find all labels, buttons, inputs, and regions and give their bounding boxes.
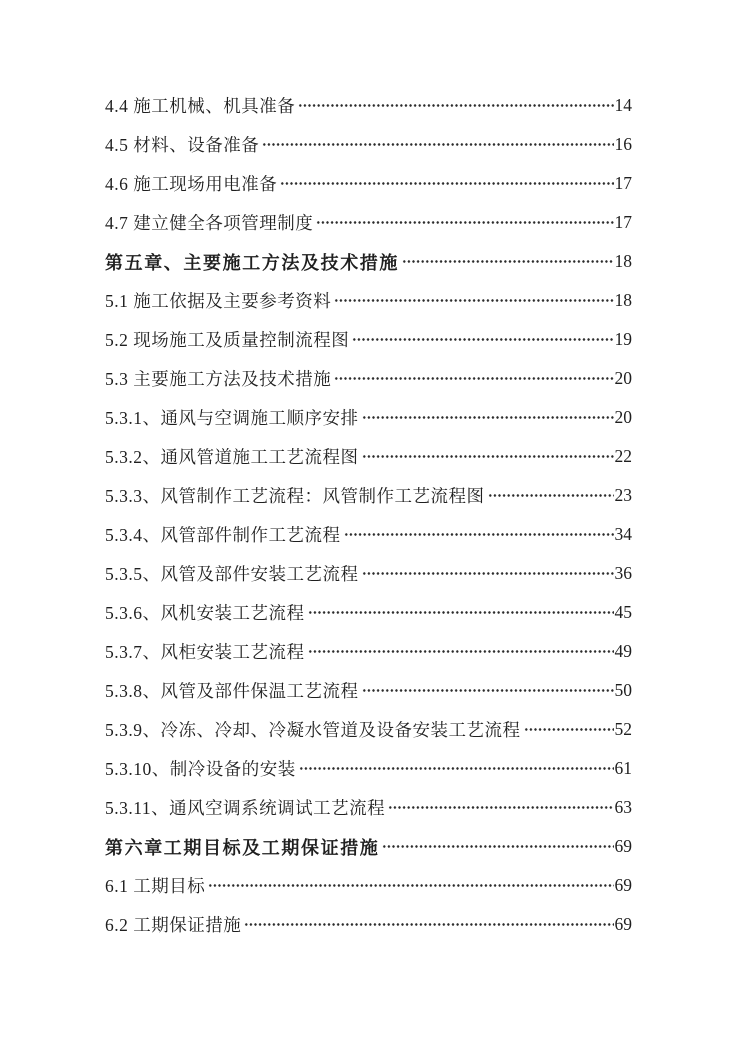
toc-row <box>105 359 632 398</box>
toc-page-number: 52 <box>614 719 632 739</box>
toc-page-number: 69 <box>614 836 632 856</box>
toc-row <box>105 320 632 359</box>
toc-leader-dots <box>352 320 613 359</box>
toc-row <box>105 125 632 164</box>
toc-row <box>105 242 632 281</box>
toc-leader-dots <box>382 827 613 866</box>
toc-entry-text: 5.3.7、风柜安装工艺流程 <box>105 642 305 662</box>
toc-leader-dots <box>402 242 614 281</box>
toc-leader-dots <box>334 281 613 320</box>
toc-entry-text: 5.3.1、通风与空调施工顺序安排 <box>105 408 359 428</box>
toc-list <box>105 86 632 944</box>
toc-leader-dots <box>344 515 614 554</box>
toc-row <box>105 827 632 866</box>
toc-row <box>105 671 632 710</box>
toc-page-number: 19 <box>614 329 632 349</box>
toc-leader-dots <box>524 710 614 749</box>
toc-leader-dots <box>262 125 613 164</box>
toc-leader-dots <box>488 476 614 515</box>
toc-row <box>105 164 632 203</box>
toc-leader-dots <box>298 86 613 125</box>
toc-row <box>105 710 632 749</box>
toc-page-number: 17 <box>614 212 632 232</box>
toc-row <box>105 398 632 437</box>
toc-page-number: 61 <box>614 758 632 778</box>
toc-row <box>105 86 632 125</box>
toc-entry-text: 5.1 施工依据及主要参考资料 <box>105 291 332 311</box>
toc-page-number: 45 <box>614 602 632 622</box>
toc-leader-dots <box>280 164 613 203</box>
toc-page-number: 34 <box>614 524 632 544</box>
toc-page-number: 14 <box>614 95 632 115</box>
toc-page-number: 49 <box>614 641 632 661</box>
toc-row <box>105 866 632 905</box>
toc-row <box>105 203 632 242</box>
toc-page-number: 69 <box>614 914 632 934</box>
toc-entry-text: 6.1 工期目标 <box>105 876 206 896</box>
toc-row <box>105 515 632 554</box>
toc-leader-dots <box>362 437 614 476</box>
toc-entry-text: 6.2 工期保证措施 <box>105 915 242 935</box>
toc-entry-text: 5.3.6、风机安装工艺流程 <box>105 603 305 623</box>
toc-leader-dots <box>362 671 614 710</box>
toc-page-number: 23 <box>614 485 632 505</box>
toc-entry-text: 第五章、主要施工方法及技术措施 <box>105 252 399 273</box>
toc-entry-text: 5.3.5、风管及部件安装工艺流程 <box>105 564 359 584</box>
toc-entry-text: 4.6 施工现场用电准备 <box>105 174 278 194</box>
toc-entry-text: 5.3 主要施工方法及技术措施 <box>105 369 332 389</box>
toc-page-number: 69 <box>614 875 632 895</box>
toc-entry-text: 5.3.10、制冷设备的安装 <box>105 759 296 779</box>
toc-row <box>105 437 632 476</box>
toc-leader-dots <box>362 554 614 593</box>
toc-leader-dots <box>308 593 614 632</box>
toc-entry-text: 5.3.11、通风空调系统调试工艺流程 <box>105 798 386 818</box>
toc-leader-dots <box>316 203 613 242</box>
toc-page-number: 20 <box>614 368 632 388</box>
toc-leader-dots <box>362 398 614 437</box>
toc-page-number: 18 <box>614 290 632 310</box>
toc-entry-text: 第六章工期目标及工期保证措施 <box>105 837 380 858</box>
toc-leader-dots <box>208 866 613 905</box>
toc-row <box>105 593 632 632</box>
toc-row <box>105 788 632 827</box>
toc-row <box>105 905 632 944</box>
toc-entry-text: 5.3.3、风管制作工艺流程：风管制作工艺流程图 <box>105 486 485 506</box>
toc-entry-text: 5.3.8、风管及部件保温工艺流程 <box>105 681 359 701</box>
toc-leader-dots <box>308 632 614 671</box>
toc-page-number: 17 <box>614 173 632 193</box>
toc-page-number: 50 <box>614 680 632 700</box>
toc-entry-text: 4.5 材料、设备准备 <box>105 135 260 155</box>
toc-entry-text: 4.7 建立健全各项管理制度 <box>105 213 314 233</box>
toc-row <box>105 749 632 788</box>
toc-page-number: 63 <box>614 797 632 817</box>
toc-row <box>105 632 632 671</box>
toc-entry-text: 5.3.9、冷冻、冷却、冷凝水管道及设备安装工艺流程 <box>105 720 521 740</box>
toc-entry-text: 5.3.2、通风管道施工工艺流程图 <box>105 447 359 467</box>
toc-entry-text: 4.4 施工机械、机具准备 <box>105 96 296 116</box>
toc-page-number: 22 <box>614 446 632 466</box>
toc-leader-dots <box>388 788 613 827</box>
toc-page-number: 36 <box>614 563 632 583</box>
toc-row <box>105 476 632 515</box>
toc-leader-dots <box>244 905 613 944</box>
toc-row <box>105 554 632 593</box>
toc-leader-dots <box>299 749 614 788</box>
toc-page-number: 20 <box>614 407 632 427</box>
toc-row <box>105 281 632 320</box>
toc-entry-text: 5.3.4、风管部件制作工艺流程 <box>105 525 341 545</box>
toc-leader-dots <box>334 359 613 398</box>
toc-entry-text: 5.2 现场施工及质量控制流程图 <box>105 330 350 350</box>
toc-page-number: 16 <box>614 134 632 154</box>
toc-page-number: 18 <box>614 251 632 271</box>
